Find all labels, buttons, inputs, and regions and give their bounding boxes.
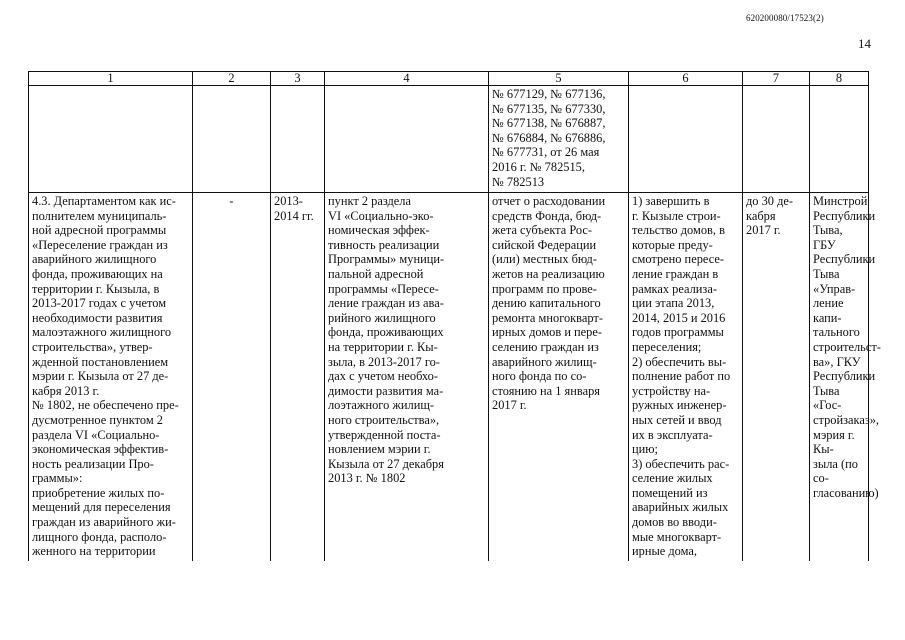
column-number-cell: 4: [325, 72, 489, 86]
column-number-cell: 6: [629, 72, 743, 86]
measures-table: [28, 71, 881, 561]
table-cell: [193, 86, 271, 193]
period-cell: 2013- 2014 гг.: [271, 193, 325, 562]
table-cell: № 677129, № 677136, № 677135, № 677330, № 677138, № 676887, № 676884, № 676886, № 677731, от 26 мая 2016 г. № 782515, № 782513: [489, 86, 629, 193]
table-row: [29, 193, 869, 562]
page-number: 14: [858, 36, 871, 51]
table-cell: [271, 86, 325, 193]
table-cell: [743, 86, 810, 193]
column-number-cell: 3: [271, 72, 325, 86]
table-cell: [629, 86, 743, 193]
table-cell: [810, 86, 869, 193]
continuation-row: [29, 86, 869, 193]
column-number-cell: 7: [743, 72, 810, 86]
column-number-cell: 8: [810, 72, 869, 86]
responsible-cell: Минстрой Республики Тыва, ГБУ Республики Тыва «Управ- ление капи- тального строительст- ва», ГКУ Республики Тыва «Гос- стройзаказ», мэрия г. Кы- зыла (по со- гласованию): [810, 193, 869, 562]
violation-description-cell: 4.3. Департаментом как ис- полнителем муниципаль- ной адресной программы «Переселение граждан из аварийного жилищного фонда, проживающих на территории г. Кызыла, в 2013-2017 годах с учетом необходимости развития малоэтажного жилищного строительства», утвер- жденной постановлением мэрии г. Кызыла от 27 де- кабря 2013 г. № 1802, не обеспечено пре- дусмотренное пунктом 2 раздела VI «Социально- экономическая эффектив- ность реализации Про- граммы»: приобретение жилых по- мещений для переселения граждан из аварийного жи- лищного фонда, располо- женного на территории: [29, 193, 193, 562]
column-number-cell: 2: [193, 72, 271, 86]
proposed-measures-cell: 1) завершить в г. Кызыле строи- тельство домов, в которые преду- смотрено пересе- ление граждан в рамках реализа- ции этапа 2013, 2014, 2015 и 2016 годов программы переселения; 2) обеспечить вы- полнение работ по устройству на- ружных инженер- ных сетей и ввод их в эксплуата- цию; 3) обеспечить рас- селение жилых помещений из аварийных жилых домов во вводи- мые многокварт- ирные дома,: [629, 193, 743, 562]
column-number-cell: 5: [489, 72, 629, 86]
document-code: 620200080/17523(2): [746, 13, 824, 23]
column-number-row: [29, 72, 869, 86]
table-cell: [29, 86, 193, 193]
column-number-cell: 1: [29, 72, 193, 86]
table-cell: [325, 86, 489, 193]
violated-norm-cell: пункт 2 раздела VI «Социально-эко- номическая эффек- тивность реализации Программы» муници- пальной адресной программы «Пересе- ление граждан из ава- рийного жилищного фонда, проживающих на территории г. Кы- зыла, в 2013-2017 го- дах с учетом необхо- димости развития ма- лоэтажного жилищ- ного строительства», утвержденной поста- новлением мэрии г. Кызыла от 27 декабря 2013 г. № 1802: [325, 193, 489, 562]
deadline-cell: до 30 де- кабря 2017 г.: [743, 193, 810, 562]
amount-cell: -: [193, 193, 271, 562]
source-document-cell: отчет о расходовании средств Фонда, бюд- жета субъекта Рос- сийской Федерации (или) местных бюд- жетов на реализацию программ по прове- дению капитального ремонта многокварт- ирных домов и пере- селению граждан из аварийного жилищ- ного фонда по со- стоянию на 1 января 2017 г.: [489, 193, 629, 562]
